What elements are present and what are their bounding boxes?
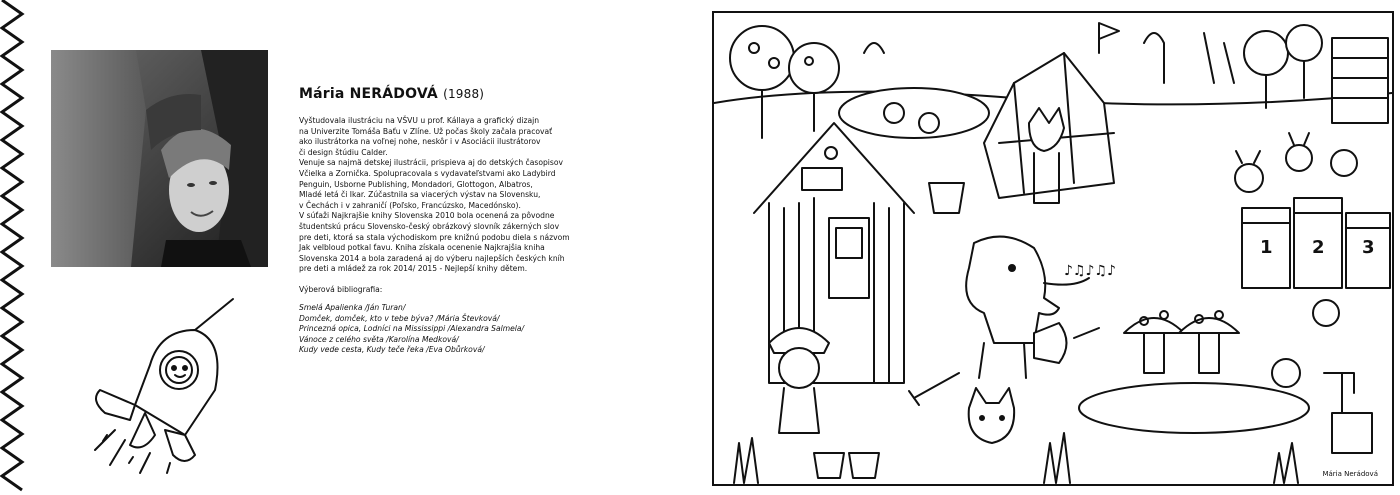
bio-line: na Univerzite Tomáša Baťu v Zlíne. Už počas školy začala pracovať bbox=[299, 126, 553, 136]
garden-illustration bbox=[712, 11, 1394, 486]
author-years: (1988) bbox=[443, 87, 485, 101]
hive-number: 2 bbox=[1312, 237, 1325, 258]
bibliography-item: Domček, domček, kto v tebe býva? /Mária Števková/ bbox=[299, 313, 500, 323]
illustrator-signature: Mária Nerádová bbox=[1322, 470, 1378, 478]
bio-line: V súťaži Najkrajšie knihy Slovenska 2010 bola ocenená za pôvodne bbox=[299, 211, 555, 221]
bibliography-item: Smelá Apalienka /Ján Turan/ bbox=[299, 302, 406, 312]
author-photo bbox=[51, 50, 268, 267]
bio-line: pre deti a mládež za rok 2014/ 2015 - Nejlepší knihy dětem. bbox=[299, 264, 528, 274]
hive-number: 3 bbox=[1362, 237, 1375, 258]
bio-line: študentskú prácu Slovensko-český obrázkový slovník zákerných slov bbox=[299, 221, 560, 231]
bibliography-heading: Výberová bibliografia: bbox=[299, 284, 383, 294]
bibliography-item: Kudy vede cesta, Kudy teče řeka /Eva Obůrková/ bbox=[299, 345, 485, 355]
bio-line: či design štúdiu Calder. bbox=[299, 147, 388, 157]
illustration-drawing bbox=[714, 13, 1392, 484]
hive-number: 1 bbox=[1260, 237, 1273, 258]
bio-line: Slovenska 2014 a bola zaradená aj do výberu najlepších českých kníh bbox=[299, 253, 565, 263]
music-notes: ♪♫♪♫♪ bbox=[1064, 263, 1116, 279]
bio-line: Jak velbloud potkal ťavu. Kniha získala ocenenie Najkrajšia kniha bbox=[299, 243, 545, 253]
bio-line: Včielka a Zornička. Spolupracovala s vydavateľstvami ako Ladybird bbox=[299, 168, 556, 178]
bibliography-item: Vánoce z celého světa /Karolína Medková/ bbox=[299, 334, 459, 344]
bio-line: Mladé letá či Ikar. Zúčastnila sa viacerých výstav na Slovensku, bbox=[299, 190, 541, 200]
author-bio-section bbox=[299, 86, 649, 356]
author-biography bbox=[299, 116, 649, 275]
bio-line: Penguin, Usborne Publishing, Mondadori, Glottogon, Albatros, bbox=[299, 179, 533, 189]
author-name bbox=[299, 86, 649, 102]
bibliography-item: Princezná opica, Lodníci na Mississippi /Alexandra Salmela/ bbox=[299, 324, 525, 334]
rocket-doodle bbox=[75, 295, 245, 475]
bio-line: Vyštudovala ilustráciu na VŠVU u prof. Kállaya a grafický dizajn bbox=[299, 116, 540, 125]
bio-line: v Čechách i v zahraničí (Poľsko, Francúzsko, Macedónsko). bbox=[299, 200, 521, 210]
bibliography-list bbox=[299, 303, 649, 356]
bio-line: Venuje sa najmä detskej ilustrácii, prispieva aj do detských časopisov bbox=[299, 158, 564, 168]
author-surname: NERÁDOVÁ bbox=[349, 86, 438, 102]
zigzag-border bbox=[0, 0, 34, 495]
bio-line: pre deti, ktorá sa stala východiskom pre knižnú podobu diela s názvom bbox=[299, 232, 570, 242]
bio-line: ako ilustrátorka na voľnej nohe, neskôr i v Asociácii ilustrátorov bbox=[299, 137, 541, 147]
author-given-name: Mária bbox=[299, 86, 345, 102]
